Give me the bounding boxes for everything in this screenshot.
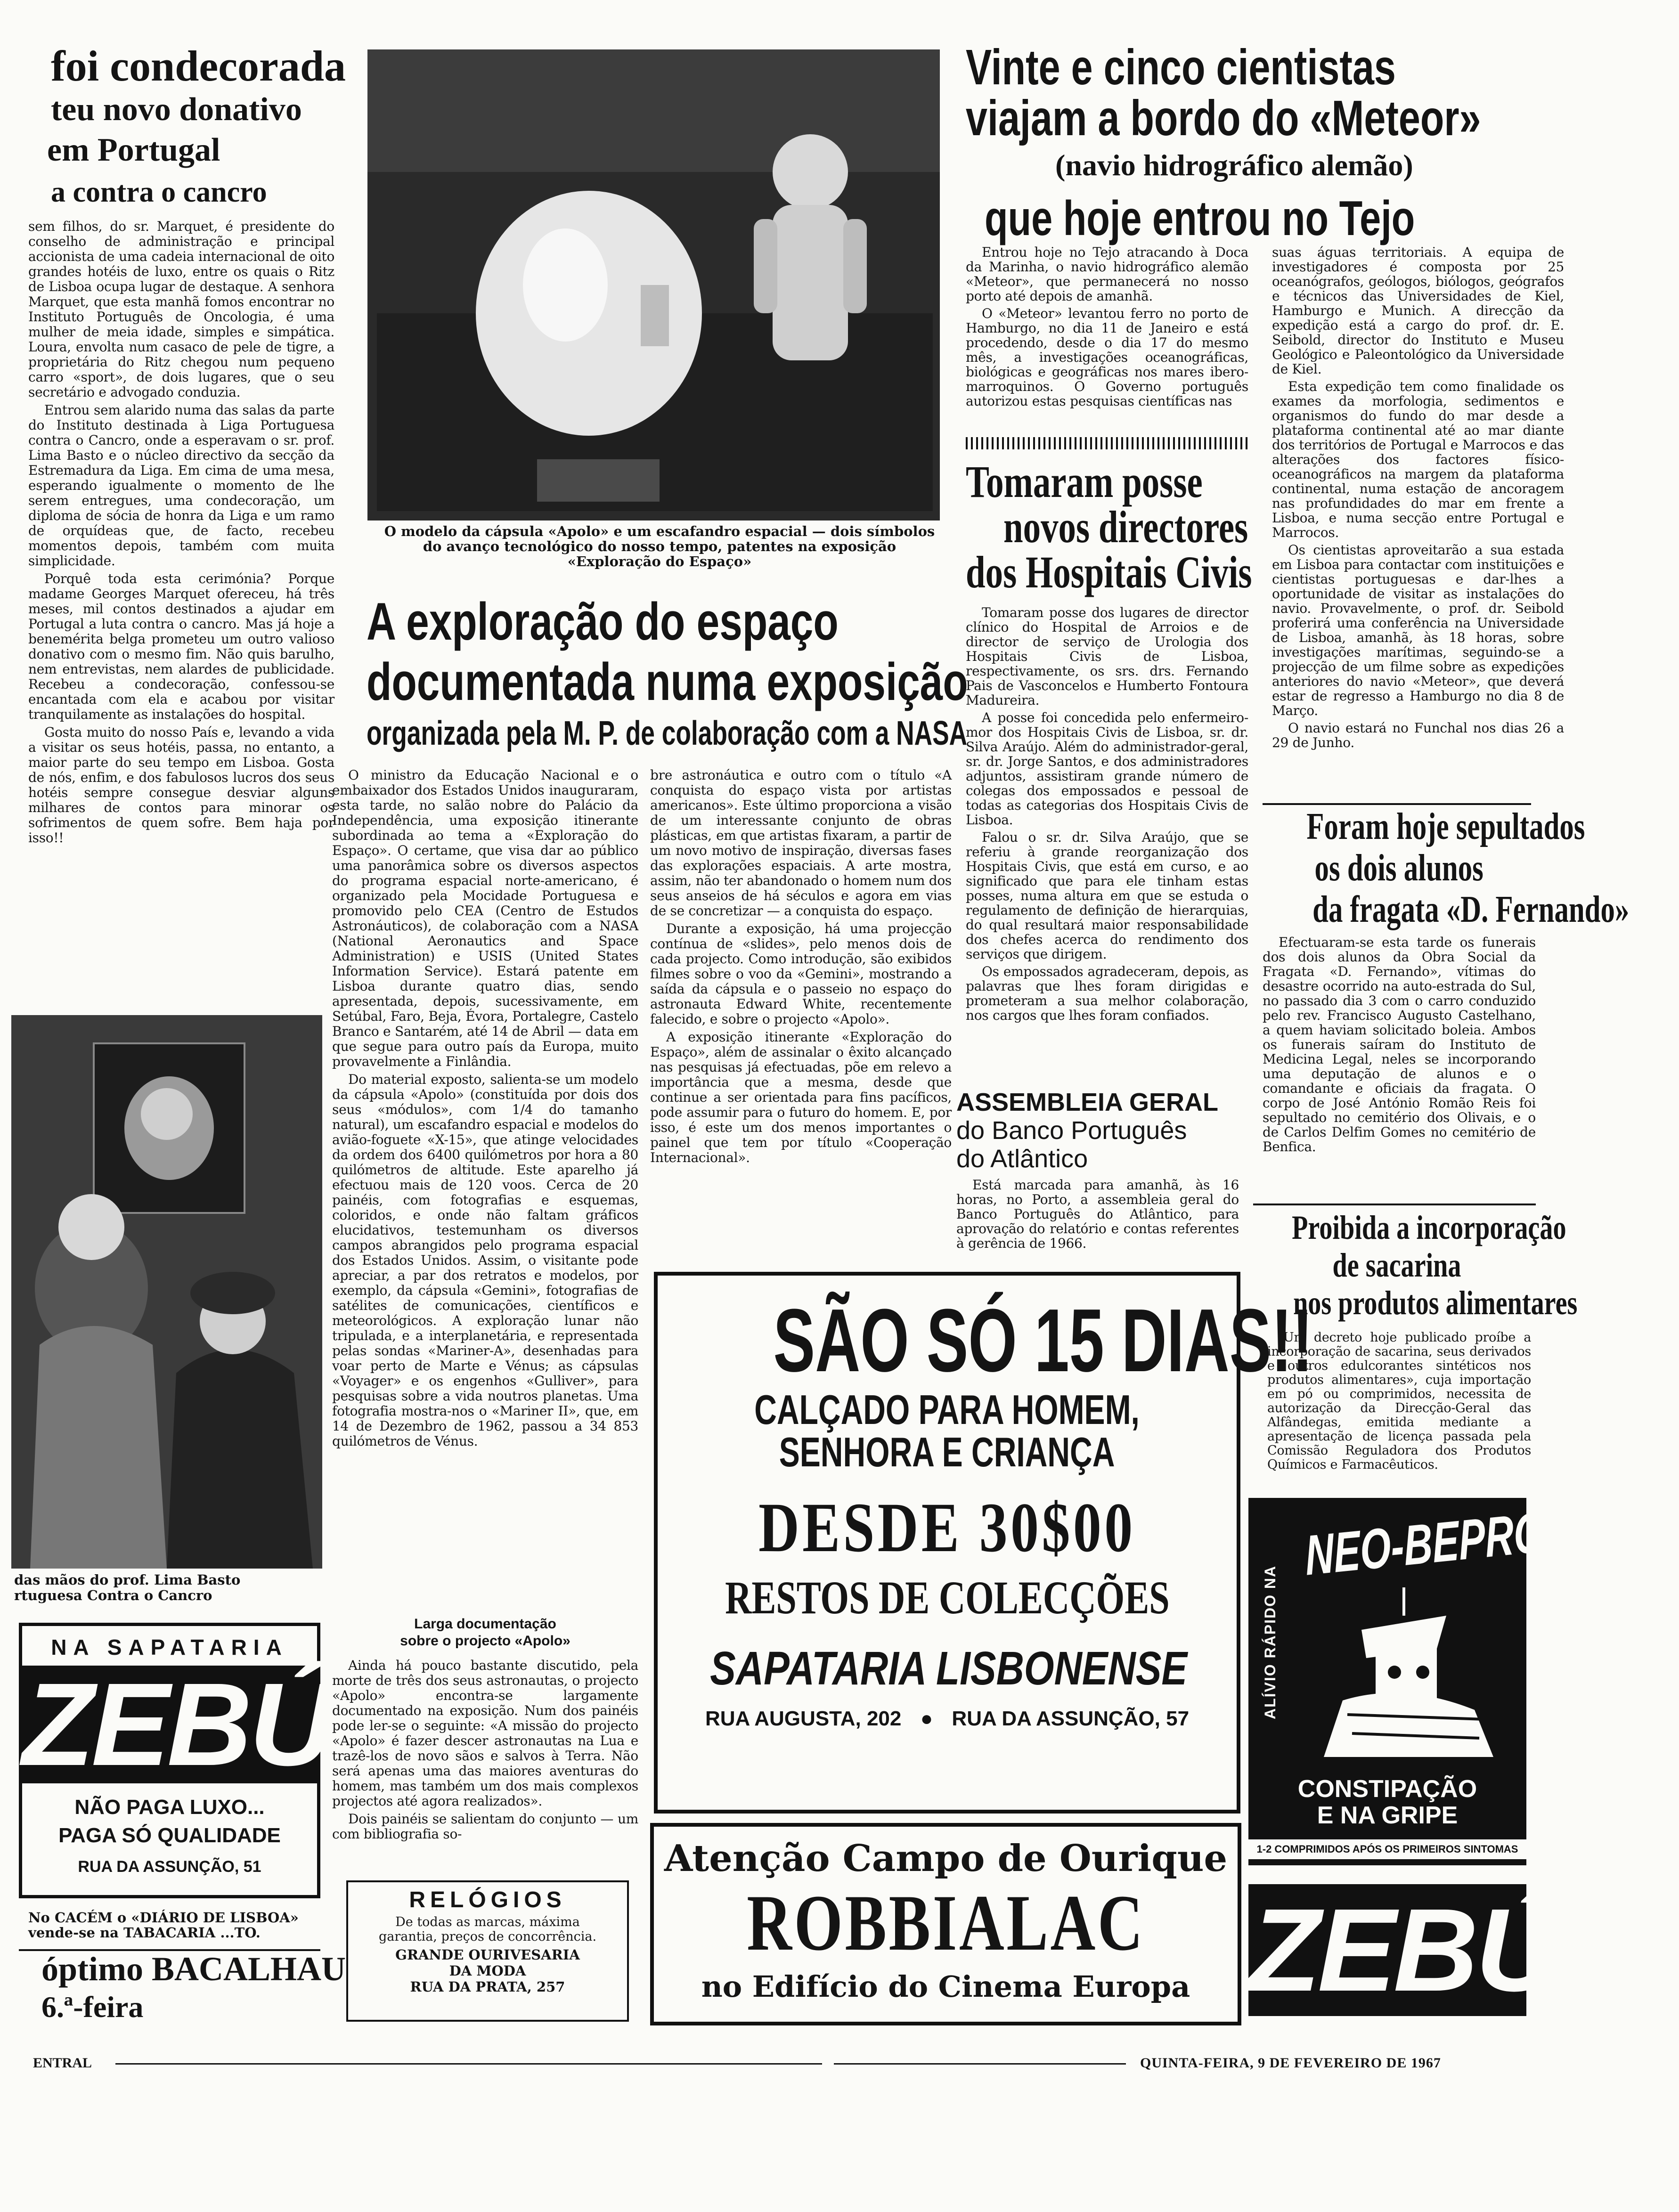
zebu-ad-left[interactable] — [19, 1623, 332, 1898]
apollo-photo-caption: O modelo da cápsula «Apolo» e um escafandro espacial — dois símbolos do avanço tecnológico do nosso tempo, patentes na exposição «Exploração do Espaço» — [384, 523, 935, 569]
assembleia-body: Está marcada para amanhã, às 16 horas, no Porto, a assembleia geral do Banco Português do Atlântico, para aprovação do relatório e contas referentes à gerência de 1966. — [956, 1177, 1239, 1251]
sapataria-ad-line5: RESTOS DE COLECÇÕES — [725, 1571, 1170, 1624]
left-headline-4: a contra o cancro — [51, 176, 267, 208]
sapataria-ad-line4: DESDE 30$00 — [758, 1488, 1136, 1567]
space-headline-2: documentada numa exposição — [367, 652, 968, 711]
zebu-ad-line2: PAGA SÓ QUALIDADE — [58, 1824, 281, 1847]
meteor-headline-2: viajam a bordo do «Meteor» — [966, 90, 1481, 146]
bullet-icon: ● — [920, 1707, 933, 1730]
footer-left-text: ENTRAL — [33, 2055, 92, 2071]
tomaram-article-body: Tomaram posse dos lugares de director clínico do Hospital de Arroios e de director de serviço de Urologia dos Hospitais Civis de Lisboa, respectivamente, os srs. drs. Fernando Pais de Vasconcelos e Humberto Fontoura Madureira. A posse foi concedida pelo enfermeiro-mor dos Hospitais Civis de Lisboa, sr. dr. Silva Araújo. Além do administrador-geral, sr. dr. Jorge Santos, e dos administradores adjuntos, assistiram grande número de colegas dos empossados e pessoal de todas as categorias dos Hospitais Civis de Lisboa. Falou o sr. dr. Silva Araújo, que se referiu à grande reorganização dos Hospitais Civis, que está em curso, e ao significado que para ele tinham estas posses, numa altura em que se estuda o regulamento de definição de hierarquias, do qual resultará maior responsabilidade dos chefes acerca do rendimento dos serviços que dirigem. Os empossados agradeceram, depois, as palavras que lhes foram dirigidas e prometeram a sua melhor colaboração, nos cargos que lhes foram confiados. — [966, 605, 1248, 1023]
left-photo-caption: das mãos do prof. Lima Basto rtuguesa Contra o Cancro — [14, 1572, 241, 1603]
bacalhau-headline-2: 6.ª-feira — [41, 1990, 144, 2024]
meteor-article-col2: suas águas territoriais. A equipa de investigadores é composta por 25 oceanógrafos, geólogos, biólogos, geógrafos e técnicos das Universidades de Kiel, Hamburgo e Munich. A direcção da expedição está a cargo do prof. dr. E. Seibold, director do Instituto e Museu Geológico e Paleontológico da Universidade de Kiel. Esta expedição tem como finalidade os exames da morfologia, sedimentos e organismos do fundo do mar desde a plataforma continental até ao mar diante dos territórios de Portugal e Marrocos e das alterações dos factores físico-oceanográficos na margem da plataforma continental, numa estação de ancoragem nas profundidades do mar em frente a Lisboa, e numa secção entre Portugal e Marrocos. Os cientistas aproveitarão a sua estada em Lisboa para contactar com instituições e cientistas portuguesas e dar-lhes a oportunidade de visitar as instalações do navio. Provavelmente, o prof. dr. Seibold proferirá uma conferência na Universidade de Lisboa, amanhã, às 18 horas, sobre investigações marítimas, seguindo-se a projecção de um filme sobre as expedições anteriores do navio «Meteor», que deverá estar de regresso a Hamburgo no dia 8 de Março. O navio estará no Funchal nos dias 26 a 29 de Junho. — [1272, 244, 1564, 750]
space-article-col2: bre astronáutica e outro com o título «A conquista do espaço vista por artistas americanos». Este último proporciona a visão de um interessante conjunto de obras plásticas, em que artistas fixaram, a partir de um novo motivo de inspiração, diversas fases das explorações espaciais. A arte mostra, assim, não ter abandonado o homem num dos seus anseios de há séculos e agora em vias de se concretizar — a conquista do espaço. Durante a exposição, há uma projecção contínua de «slides», pelo menos dois de cada projecto. Como introdução, são exibidos filmes sobre o voo da «Gemini», mostrando a saída da cápsula e o passeio no espaço do astronauta Edward White, recentemente falecido, e sobre o projecto «Apolo». A exposição itinerante «Exploração do Espaço», além de assinalar o êxito alcançado nas pesquisas já efectuadas, põe em relevo a importância que a mesma, desde que continue a ser orientada para fins pacíficos, pode assumir para o futuro do homem. E, por isso, é este um dos menos importantes o painel que tem por título «Cooperação Internacional». — [650, 767, 952, 1165]
sapataria-ad-line1: SÃO SÓ 15 DIAS!! — [773, 1291, 1313, 1391]
sapataria-ad-line3: SENHORA E CRIANÇA — [779, 1429, 1115, 1475]
sapataria-ad-address — [658, 1707, 1237, 1731]
apollo-photo-image — [367, 49, 940, 520]
relogios-address: RUA DA PRATA, 257 — [410, 1979, 565, 1995]
right-divider-1 — [1263, 803, 1531, 805]
zebu-ad-right-brand: ZEBÚ — [1248, 1884, 1558, 2016]
footer-rule-left — [115, 2063, 822, 2065]
meteor-headline-3: (navio hidrográfico alemão) — [1055, 148, 1413, 182]
meteor-hatch-divider — [966, 437, 1248, 449]
robbialac-ad[interactable] — [650, 1823, 1241, 2025]
space-subhead-2: Larga documentação sobre o projecto «Apolo» — [400, 1616, 571, 1649]
sneezing-man-icon — [1305, 1587, 1503, 1757]
zebu-ad-brand: ZEBÚ — [22, 1659, 332, 1790]
left-photo — [11, 1015, 322, 1569]
footer-rule-right — [834, 2063, 1126, 2065]
tomaram-headline: Tomaram posse novos directores dos Hospitais Civis — [966, 456, 1252, 597]
neo-beprol-line3: 1-2 COMPRIMIDOS APÓS OS PRIMEIROS SINTOMAS — [1248, 1839, 1526, 1859]
robbialac-line2: ROBBIALAC — [746, 1879, 1145, 1967]
neo-beprol-line1: CONSTIPAÇÃO — [1297, 1775, 1477, 1803]
proibida-headline: Proibida a incorporação de sacarina nos produtos alimentares — [1292, 1209, 1578, 1322]
relogios-ad[interactable] — [346, 1880, 629, 2022]
sapataria-address-2: RUA DA ASSUNÇÃO, 57 — [952, 1707, 1190, 1730]
neo-beprol-ad[interactable] — [1248, 1498, 1570, 1865]
zebu-ad-right[interactable] — [1248, 1884, 1558, 2016]
neo-beprol-side: ALÍVIO RÁPIDO NA — [1262, 1565, 1279, 1719]
zebu-ad-line1: NÃO PAGA LUXO... — [74, 1796, 265, 1819]
left-headline-1: foi condecorada — [51, 42, 346, 90]
bacalhau-headline-1: óptimo BACALHAU — [41, 1950, 346, 1988]
foram-headline: Foram hoje sepultados os dois alunos da fragata «D. Fernando» — [1306, 806, 1630, 930]
assembleia-headline: ASSEMBLEIA GERAL do Banco Português do Atlântico — [956, 1088, 1219, 1173]
relogios-title: RELÓGIOS — [409, 1887, 566, 1912]
apollo-photo — [367, 49, 940, 520]
left-article-body: sem filhos, do sr. Marquet, é presidente do conselho de administração e principal accionista de uma cadeia internacional de oito grandes hotéis de luxo, entre os quais o Ritz de Lisboa ocupa lugar de destaque. A senhora Marquet, que esta manhã fomos encontrar no Instituto Português de Oncologia, é uma mulher de meia idade, simples e simpática. Loura, envolta num casaco de pele de tigre, a proprietária do Ritz chegou num pequeno carro «sport», de dois lugares, que o seu secretário e advogado conduzia. Entrou sem alarido numa das salas da parte do Instituto destinada à Liga Portuguesa contra o Cancro, onde a esperavam o sr. prof. Lima Basto e o núcleo directivo da secção da Estremadura da Liga. Em cima de uma mesa, esperando igualmente o momento de lhe serem entregues, uma condecoração, um diploma de sócia de honra da Liga e um ramo de orquídeas que, de facto, recebeu momentos depois, também com muita simplicidade. Porquê toda esta cerimónia? Porque madame Georges Marquet ofereceu, há três meses, mil contos destinados a ajudar em Portugal a luta contra o cancro. Mas já hoje a benemérita belga prometeu um outro valioso donativo com o mesmo fim. Não quis barulho, nem entrevistas, nem alardes de publicidade. Recebeu a condecoração, confessou-se encantada com ela e acabou por visitar tranquilamente as instalações do hospital. Gosta muito do nosso País e, levando a vida a visitar os seus hotéis, passa, no entanto, a maior parte do seu tempo em Lisboa. Gosta de nós, enfim, e dos fabulosos lucros dos seus hotéis sempre consegue desviar alguns milhares de contos para minorar os sofrimentos de quem sofre. Bem haja por isso!! — [28, 219, 334, 846]
left-photo-image — [11, 1015, 322, 1569]
space-article-col1: O ministro da Educação Nacional e o embaixador dos Estados Unidos inauguraram, esta tarde, no salão nobre do Palácio da Independência, uma exposição itinerante subordinada ao tema a «Exploração do Espaço». O certame, que visa dar ao público uma panorâmica sobre os diversos aspectos do programa espacial norte-americano, é organizado pela Mocidade Portuguesa e promovido pelo CEA (Centro de Estudos Astronáuticos), de colaboração com a NASA (National Aeronautics and Space Administration) e USIS (United States Information Service). Estará patente em Lisboa durante quatro dias, sendo apresentada, depois, sucessivamente, em Setúbal, Faro, Beja, Évora, Portalegre, Castelo Branco e Santarém, até 14 de Abril — data em que segue para outro país da Europa, muito provavelmente a Finlândia. Do material exposto, salienta-se um modelo da cápsula «Apolo» (constituída por dois dos seus «módulos», com 1/4 do tamanho natural), um escafandro espacial e modelos do avião-foguete «X-15», que atinge velocidades da ordem dos 6400 quilómetros por hora a 80 quilómetros de altitude. Este aparelho já efectuou mais de 120 voos. Cerca de 20 painéis, com fotografias e esquemas, coloridos, e onde não faltam gráficos elucidativos, testemunham os diversos campos abrangidos pelo programa espacial dos Estados Unidos. Assim, o visitante pode apreciar, a par dos retratos e modelos, por exemplo, da cápsula «Gemini», fotografias de satélites de comunicações, científicos e meteorológicos. A exploração lunar não tripulada, e a interplanetária, e representada pelas sondas «Mariner-A», desenhadas para voar perto de Marte e Vénus; as cápsulas «Voyager» e os engenhos «Gulliver», para pesquisas sobre a vida noutros planetas. Uma fotografia mostra-nos o «Mariner II», que, em 14 de Dezembro de 1962, passou a 34 853 quilómetros de Vénus. — [332, 767, 638, 1449]
sapataria-ad-line6: SAPATARIA LISBONENSE — [710, 1642, 1188, 1695]
footer-date: QUINTA-FEIRA, 9 DE FEVEREIRO DE 1967 — [1140, 2055, 1441, 2071]
left-headline-2: teu novo donativo — [51, 91, 302, 128]
neo-beprol-brand: NEO-BEPROL — [1304, 1498, 1570, 1587]
meteor-headline-4: que hoje entrou no Tejo — [985, 191, 1415, 246]
sapataria-address-1: RUA AUGUSTA, 202 — [705, 1707, 902, 1730]
right-divider-2 — [1253, 1204, 1536, 1205]
robbialac-line1: Atenção Campo de Ourique — [664, 1837, 1228, 1880]
space-subhead: organizada pela M. P. de colaboração com a NASA — [367, 715, 968, 752]
relogios-line1: De todas as marcas, máxima — [395, 1915, 580, 1929]
zebu-ad-top: NA SAPATARIA — [51, 1635, 288, 1659]
meteor-headline-1: Vinte e cinco cientistas — [966, 40, 1396, 95]
relogios-shop2: DA MODA — [449, 1963, 526, 1979]
proibida-body: Um decreto hoje publicado proíbe a incorporação de sacarina, seus derivados e outros edulcorantes sintéticos nos produtos alimentares», cuja importação em pó ou comprimidos, necessita de autorização da Direcção-Geral das Alfândegas, emitida mediante a apresentação de licença passada pela Comissão Reguladora dos Produtos Químicos e Farmacêuticos. — [1267, 1330, 1531, 1472]
robbialac-line3: no Edifício do Cinema Europa — [701, 1969, 1190, 2004]
left-headline-3: em Portugal — [47, 132, 220, 168]
space-article-col1b: Ainda há pouco bastante discutido, pela morte de três dos seus astronautas, o projecto «Apolo» encontra-se largamente documentado na exposição. Num dos painéis pode ler-se o seguinte: «A missão do projecto «Apolo» é fazer descer astronautas na Lua e trazê-los de novo sãos e salvos à Terra. Não será apenas uma das maiores aventuras do homem, mas também um dos mais complexos projectos até agora realizados». Dois painéis se salientam do conjunto — um com bibliografia so- — [332, 1658, 638, 1842]
relogios-shop1: GRANDE OURIVESARIA — [395, 1947, 580, 1963]
foram-body: Efectuaram-se esta tarde os funerais dos dois alunos da Obra Social da Fragata «D. Fernando», vítimas do desastre ocorrido na auto-estrada do Sul, no passado dia 3 com o carro conduzido pelo rev. Francisco Augusto Castelhano, a quem haviam solicitado boleia. Ambos os funerais saíram do Instituto de Medicina Legal, neles se incorporando uma deputação de alunos e o comandante e oficiais da fragata. O corpo de José António Romão Reis foi sepultado no cemitério dos Olivais, e o de Carlos Delfim Gomes no cemitério de Benfica. — [1263, 935, 1536, 1155]
zebu-ad-address: RUA DA ASSUNÇÃO, 51 — [78, 1858, 261, 1876]
cacem-notice: No CACÉM o «DIÁRIO DE LISBOA» vende-se na TABACARIA ...TO. — [28, 1910, 299, 1941]
sapataria-ad-line2: CALÇADO PARA HOMEM, — [754, 1386, 1140, 1433]
space-headline-1: A exploração do espaço — [367, 592, 839, 651]
meteor-article-col1: Entrou hoje no Tejo atracando à Doca da Marinha, o navio hidrográfico alemão «Meteor», que permanecerá no nosso porto até depois de amanhã. O «Meteor» levantou ferro no porto de Hamburgo, no dia 11 de Janeiro e está procedendo, desde o dia 17 do mesmo mês, a investigações oceanográficas, biológicas e geográficas nos mares ibero-marroquinos. O Governo português autorizou estas pesquisas científicas nas — [966, 244, 1248, 409]
relogios-line2: garantia, preços de concorrência. — [378, 1929, 597, 1944]
neo-beprol-line2: E NA GRIPE — [1317, 1802, 1458, 1829]
